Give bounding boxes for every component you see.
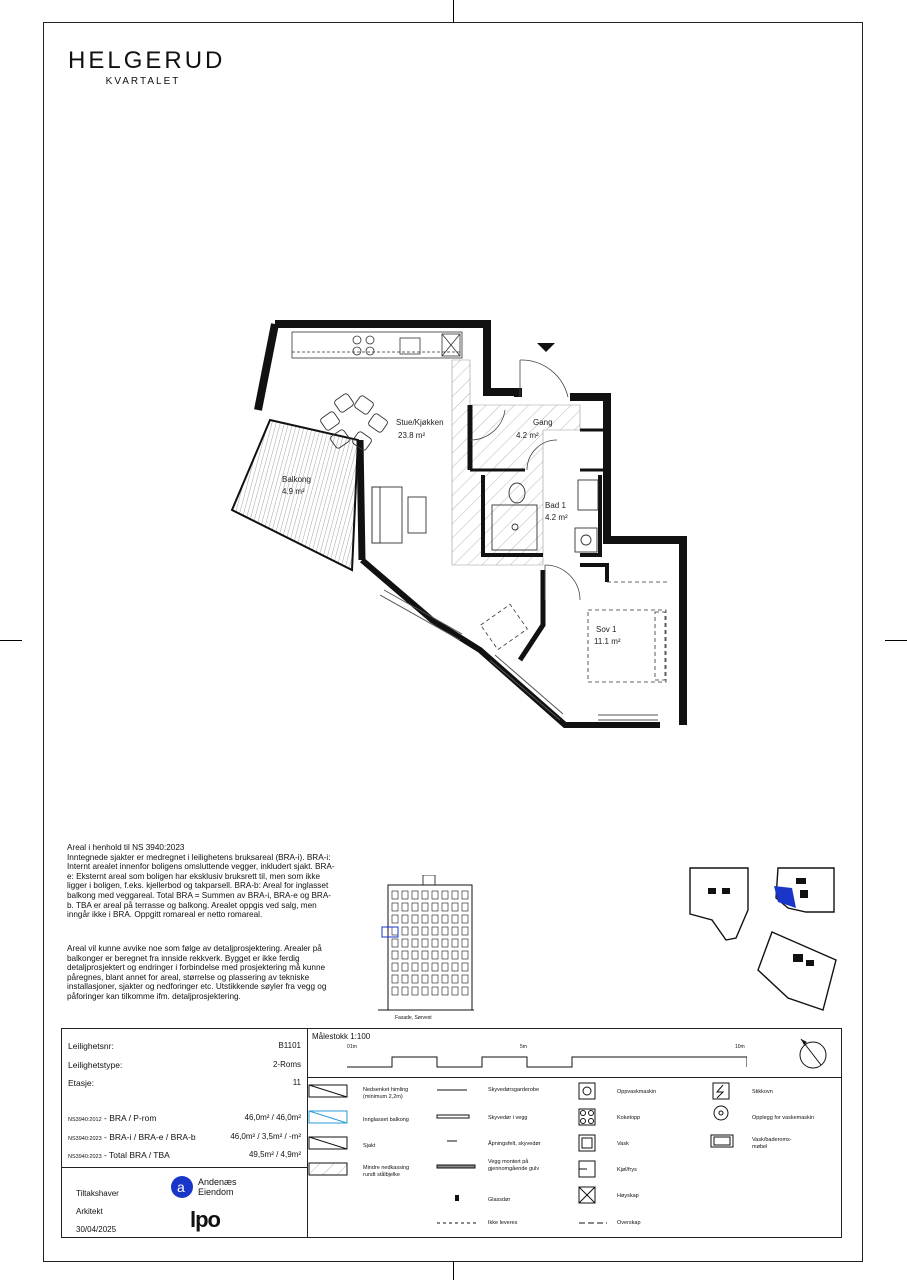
tick-1m: 1m	[350, 1044, 357, 1050]
deviation-notes: Areal vil kunne avvike noe som følge av detaljprosjektering. Arealer på balkonger er beregnet fra innside rekkverk. Bygget er ikke ferdig detaljprosjektert og endringer i forbindelse med prosjektering må kunne påregnes, blant annet for areal, størrelse og plassering av tekniske installasjoner, sjakter og nedforinger etc. Utstikkende søyler fra vegg og påforinger kan tilkomme ifm. detaljprosjektering.	[67, 944, 327, 1001]
legend-pocket-door: Skyvedør i vegg	[488, 1115, 528, 1121]
room-label-balcony: Balkong	[282, 475, 311, 484]
unit-label: Leilighetsnr:	[68, 1041, 114, 1051]
legend-sink: Vask	[617, 1141, 629, 1147]
legend-fridge: Kjøl/frys	[617, 1167, 637, 1173]
r1-label: - BRA / P-rom	[101, 1113, 157, 1123]
floor-label: Etasje:	[68, 1078, 94, 1088]
legend-wall-cabinet: Overskap	[617, 1220, 641, 1226]
legend-cooktop: Koketopp	[617, 1115, 641, 1121]
r1-std: NS3940:2012	[68, 1117, 102, 1123]
legend-beam-boxing: Mindre nedkassing rundt stålbjelke	[363, 1165, 410, 1178]
type-label: Leilighetstype:	[68, 1060, 123, 1070]
legend-shaft: Sjakt	[363, 1143, 376, 1149]
r2-std: NS3940:2023	[68, 1136, 102, 1142]
entrance-arrow-icon	[537, 343, 555, 352]
tick-5m: 5m	[520, 1044, 527, 1050]
legend-floor-wall: Vegg montert på gjennomgående gulv	[488, 1159, 540, 1172]
room-area-bath: 4.2 m²	[545, 513, 568, 522]
architect-label: Arkitekt	[76, 1207, 103, 1216]
developer-name: Andenæs Eiendom	[198, 1177, 237, 1197]
r3-label: - Total BRA / TBA	[101, 1150, 170, 1160]
developer-logo	[170, 1175, 237, 1199]
date: 30/04/2025	[76, 1225, 117, 1234]
north-arrow-icon	[793, 1033, 833, 1073]
tick-0: 0	[347, 1044, 350, 1050]
room-area-balcony: 4.9 m²	[282, 487, 305, 496]
info-table	[61, 1028, 842, 1238]
floor-value: 11	[292, 1078, 301, 1087]
legend-not-delivered: Ikke leveres	[488, 1220, 518, 1226]
room-label-bath: Bad 1	[545, 501, 566, 510]
tick-10m: 10m	[735, 1044, 745, 1050]
scale-label: Målestokk 1:100	[312, 1032, 371, 1041]
r3-std: NS3940:2023	[68, 1154, 102, 1160]
type-value: 2-Roms	[272, 1060, 301, 1069]
legend-washer-hookup: Opplegg for vaskemaskin	[752, 1115, 815, 1121]
svg-text:a: a	[177, 1179, 185, 1195]
legend-symbols	[307, 1077, 842, 1237]
unit-value: B1101	[278, 1041, 301, 1050]
area-notes: Areal i henhold til NS 3940:2023 Inntegnede sjakter er medregnet i leilighetens bruksareal (BRA-i). BRA-i: Internt arealet innenfor boligens omsluttende vegger, inkludert sjakt. BRA-e: Eksternt areal som boligen har eksklusiv bruksrett til, men som ikke ligger i boligen, f.eks. kjellerbod og takparsell. BRA-b: Areal for inglasset balkong med veggareal. Total BRA = Summen av BRA-i, BRA-e og BRA-b. TBA er areal på terrasse og balkong. Arealet oppgis ved salg, men inngår ikke i BRA. Oppgitt romareal er netto romareal.	[67, 843, 335, 920]
scale-bar-area	[307, 1029, 841, 1078]
r1-value: 46,0m² / 46,0m²	[244, 1113, 301, 1122]
room-label-living: Stue/Kjøkken	[396, 418, 444, 427]
r2-value: 46,0m² / 3,5m² / -m²	[230, 1132, 301, 1141]
legend-bath-furniture: Vask/baderoms- møbel	[752, 1137, 792, 1150]
room-label-bedroom: Sov 1	[596, 625, 617, 634]
scale-bar	[347, 1051, 747, 1071]
legend-dishwasher: Oppvaskmaskin	[617, 1089, 657, 1095]
room-label-hall: Gang	[533, 418, 553, 427]
r2-label: - BRA-i / BRA-e / BRA-b	[101, 1132, 196, 1142]
architect-logo: lpo	[190, 1207, 220, 1232]
unit-info	[62, 1029, 308, 1237]
legend-sliding-wardrobe: Skyvedørsgarderobe	[488, 1087, 540, 1093]
room-area-living: 23.8 m²	[398, 431, 426, 440]
kitchen-counter	[292, 332, 462, 358]
legend-tall-cabinet: Høyskap	[617, 1193, 639, 1199]
legend-glazed-balcony: Innglasset balkong	[363, 1117, 409, 1123]
room-area-hall: 4.2 m²	[516, 431, 539, 440]
room-area-bedroom: 11.1 m²	[594, 637, 621, 646]
brand-subtitle: KVARTALET	[105, 76, 181, 87]
r3-value: 49,5m² / 4,9m²	[248, 1150, 301, 1159]
divider	[62, 1167, 307, 1168]
facade-elevation	[378, 875, 474, 1020]
key-plans	[688, 860, 838, 1030]
facade-caption: Fasade, Sørvest	[395, 1015, 432, 1021]
legend-socket: Stikkovn	[752, 1089, 773, 1095]
living-furniture	[372, 487, 426, 543]
legend-lowered-ceiling: Nedsenket himling (minimum 2,2m)	[363, 1087, 409, 1100]
brand-title: HELGERUD	[68, 47, 226, 74]
legend-sliding-opening: Åpningsfelt, skyvedør	[488, 1141, 541, 1147]
owner-label: Tiltakshaver	[76, 1189, 119, 1198]
legend-glass-door: Glassdør	[488, 1197, 511, 1203]
